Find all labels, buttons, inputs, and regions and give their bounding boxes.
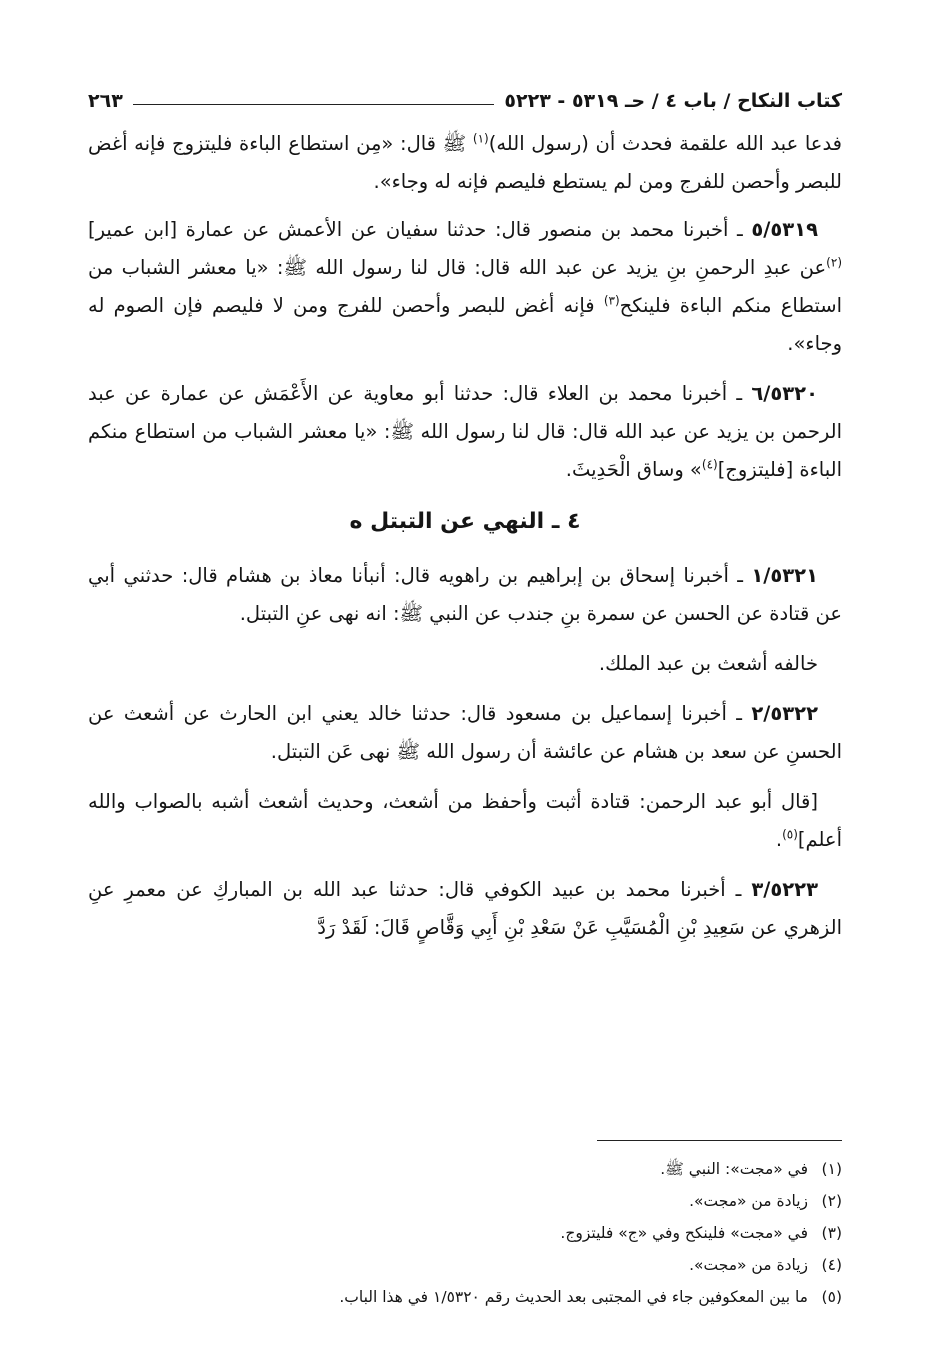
text-span: . bbox=[775, 828, 783, 851]
footnote-number: (٥) bbox=[821, 1288, 842, 1306]
text-span: [قال أبو عبد الرحمن: قتادة أثبت وأحفظ من أشعث، وحديث أشعث أشبه بالصواب والله أعلم] bbox=[88, 790, 842, 851]
footnote-item bbox=[88, 1249, 842, 1281]
footnote-text: في «مجت»: النبي ﷺ. bbox=[660, 1160, 808, 1178]
footnote-text: زيادة من «مجت». bbox=[689, 1256, 808, 1274]
footnote-text: ما بين المعكوفين جاء في المجتبى بعد الحديث رقم ١/٥٣٢٠ في هذا الباب. bbox=[339, 1288, 808, 1306]
text-span: ـ أخبرنا إسماعيل بن مسعود قال: حدثنا خالد يعني ابن الحارث عن أشعث عن الحسنِ عن سعد بن هشام عن عائشة أن رسول الله ﷺ نهى عَن التبتل. bbox=[88, 702, 842, 763]
hadith-number: ٥/٥٣١٩ bbox=[751, 218, 818, 241]
hadith-number: ٦/٥٣٢٠ bbox=[751, 382, 818, 405]
footnote-ref: (١) bbox=[472, 131, 489, 146]
text-span: فدعا عبد الله علقمة فحدث أن (رسول الله) bbox=[488, 132, 843, 155]
footnote-ref: (٥) bbox=[782, 827, 798, 842]
text-span: ـ أخبرنا إسحاق بن إبراهيم بن راهويه قال: أنبأنا معاذ بن هشام قال: حدثني أبي عن قتادة عن الحسن عن سمرة بنِ جندب عن النبي ﷺ: انه نهى عنِ التبتل. bbox=[88, 564, 842, 625]
footnote-item bbox=[88, 1281, 842, 1313]
header-rule bbox=[133, 104, 495, 105]
footnote-number: (١) bbox=[821, 1160, 842, 1178]
footnote-ref: (٤) bbox=[701, 457, 718, 472]
footnote-text: في «مجت» فلينكح وفي «ج» فليتزوج. bbox=[560, 1224, 808, 1242]
text-span: ـ أخبرنا محمد بن منصور قال: حدثنا سفيان عن الأعمش عن عمارة [ابن عمير] bbox=[88, 218, 752, 241]
hadith-5321 bbox=[88, 557, 842, 633]
hadith-5319 bbox=[88, 211, 842, 363]
text-span: فإنه أغض للبصر وأحصن للفرج ومن لا فليصم فإن الصوم له وجاء». bbox=[88, 294, 842, 355]
hadith-5322 bbox=[88, 695, 842, 771]
text-span: خالفه أشعث بن عبد الملك. bbox=[598, 652, 818, 675]
editor-remark bbox=[88, 783, 842, 859]
hadith-number: ٢/٥٣٢٢ bbox=[751, 702, 818, 725]
footnote-number: (٣) bbox=[821, 1224, 842, 1242]
footnote-number: (٢) bbox=[821, 1192, 842, 1210]
text-span: ﷺ قال: «مِن استطاع الباءة فليتزوج فإنه أغض للبصر وأحصن للفرج ومن لم يستطع فليصم فإنه له وجاء». bbox=[88, 132, 842, 193]
footnote-item bbox=[88, 1185, 842, 1217]
footnote-item bbox=[88, 1217, 842, 1249]
hadith-5223 bbox=[88, 871, 842, 947]
text-span: » وساق الْحَدِيثَ. bbox=[565, 458, 702, 481]
main-text bbox=[88, 125, 842, 959]
page-number: ٢٦٣ bbox=[88, 90, 123, 112]
text-span: عن عبدِ الرحمنِ بنِ يزيد عن عبد الله قال: قال لنا رسول الله ﷺ: «يا معشر الشباب من استطاع منكم الباءة فلينكح bbox=[88, 256, 842, 317]
header-title: كتاب النكاح / باب ٤ / حـ ٥٣١٩ - ٥٢٢٣ bbox=[504, 90, 842, 112]
running-header bbox=[88, 82, 842, 112]
paragraph-note bbox=[88, 645, 842, 683]
footnotes bbox=[88, 1153, 842, 1313]
footnote-number: (٤) bbox=[821, 1256, 842, 1274]
footnote-ref: (٣) bbox=[603, 293, 620, 308]
hadith-number: ٣/٥٢٢٣ bbox=[751, 878, 818, 901]
footnote-item bbox=[88, 1153, 842, 1185]
text-span: ـ أخبرنا محمد بن العلاء قال: حدثنا أبو معاوية عن الأَعْمَش عن عمارة عن عبد الرحمن بن يزيد عن عبد الله قال: قال لنا رسول الله ﷺ: «يا معشر الشباب من استطاع منكم الباءة [فليتزوج] bbox=[88, 382, 842, 481]
hadith-5320 bbox=[88, 375, 842, 489]
footnote-text: زيادة من «مجت». bbox=[689, 1192, 808, 1210]
paragraph-continuation bbox=[88, 125, 842, 201]
text-span: ـ أخبرنا محمد بن عبيد الكوفي قال: حدثنا عبد الله بن المباركِ عن معمرِ عنِ الزهري عن سَعِيدِ بْنِ الْمُسَيَّبِ عَنْ سَعْدِ بْنِ أَبِي وَقَّاصٍ قَالَ: لَقَدْ رَدَّ bbox=[88, 878, 842, 939]
section-heading: ٤ ـ النهي عن التبتل ه bbox=[349, 509, 581, 534]
footnote-ref: (٢) bbox=[826, 255, 842, 270]
footnote-divider bbox=[597, 1140, 842, 1141]
hadith-number: ١/٥٣٢١ bbox=[751, 564, 818, 587]
